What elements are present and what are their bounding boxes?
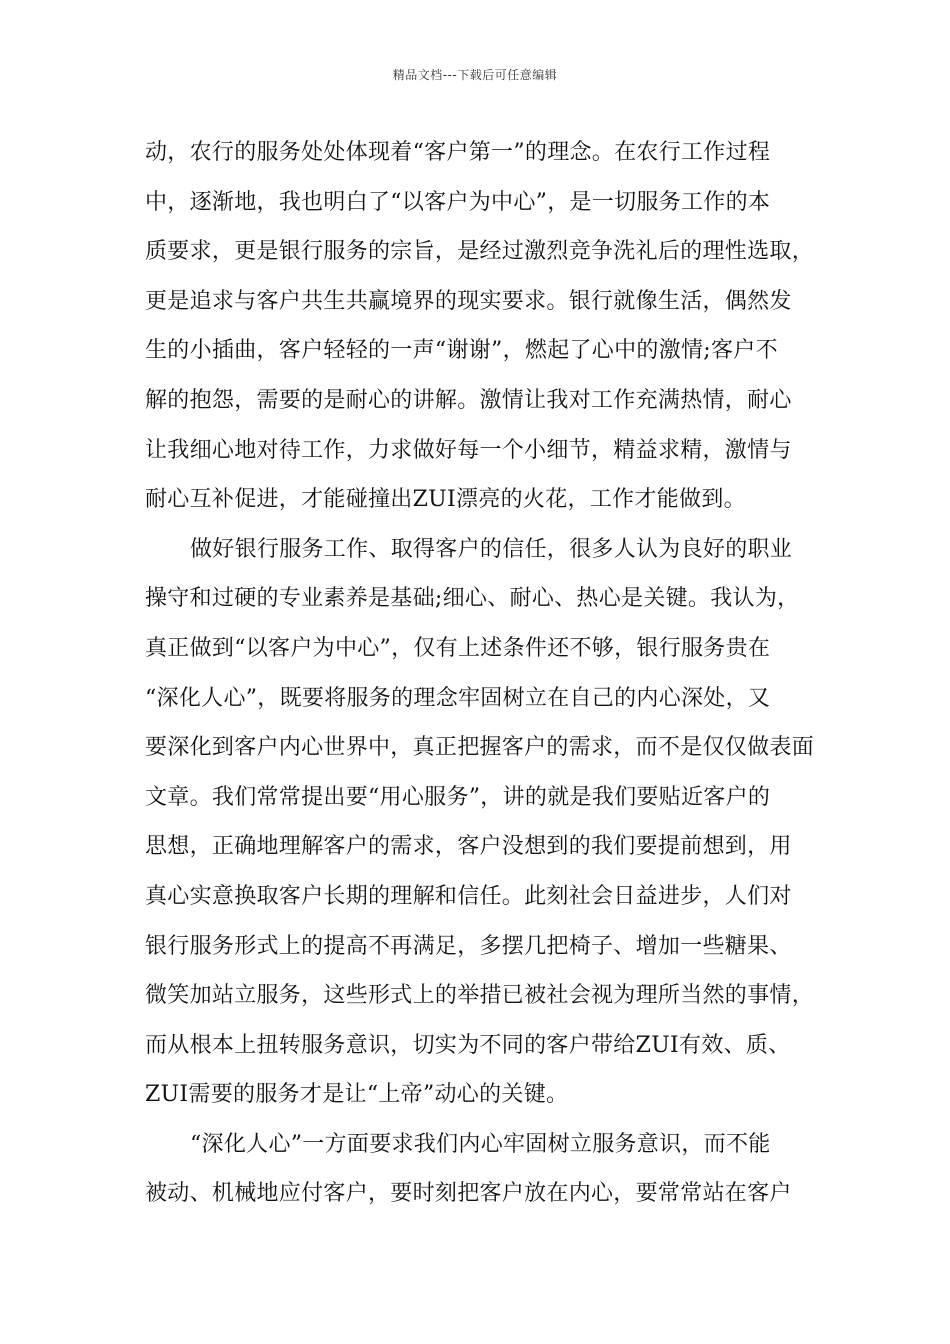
text-line: 质要求，更是银行服务的宗旨，是经过激烈竞争洗礼后的理性选取， [145, 239, 815, 265]
text-line: 文章。我们常常提出要“用心服务”，讲的就是我们要贴近客户的 [145, 784, 771, 810]
text-line: 更是追求与客户共生共赢境界的现实要求。银行就像生活，偶然发 [145, 288, 792, 314]
paragraph-first-line: “深化人心”一方面要求我们内心牢固树立服务意识，而不能 [190, 1131, 771, 1157]
text-line: 动，农行的服务处处体现着“客户第一”的理念。在农行工作过程 [145, 140, 771, 165]
text-line: 思想，正确地理解客户的需求，客户没想到的我们要提前想到，用 [145, 834, 792, 860]
text-line: ZUI需要的服务才是让“上帝”动心的关键。 [145, 1082, 569, 1108]
paragraph-first-line: 做好银行服务工作、取得客户的信任，很多人认为良好的职业 [190, 536, 793, 562]
text-line: 被动、机械地应付客户，要时刻把客户放在内心，要常常站在客户 [145, 1181, 792, 1207]
text-line: 真心实意换取客户长期的理解和信任。此刻社会日益进步，人们对 [145, 883, 792, 909]
text-line: 操守和过硬的专业素养是基础;细心、耐心、热心是关键。我认为， [145, 586, 800, 612]
text-line: 生的小插曲，客户轻轻的一声“谢谢”，燃起了心中的激情;客户不 [145, 338, 778, 364]
text-line: “深化人心”，既要将服务的理念牢固树立在自己的内心深处，又 [145, 685, 771, 711]
page-header: 精品文档---下载后可任意编辑 [392, 68, 558, 82]
text-line: 而从根本上扭转服务意识，切实为不同的客户带给ZUI有效、质、 [145, 1032, 791, 1058]
text-line: 让我细心地对待工作，力求做好每一个小细节，精益求精，激情与 [145, 437, 792, 463]
text-line: 解的抱怨，需要的是耐心的讲解。激情让我对工作充满热情，耐心 [145, 387, 792, 413]
document-body [145, 128, 821, 1219]
text-line: 真正做到“以客户为中心”，仅有上述条件还不够，银行服务贵在 [145, 635, 771, 661]
text-line: 银行服务形式上的提高不再满足，多摆几把椅子、增加一些糖果、 [145, 933, 792, 959]
text-line: 耐心互补促进，才能碰撞出ZUI漂亮的火花，工作才能做到。 [145, 487, 746, 513]
text-line: 要深化到客户内心世界中，真正把握客户的需求，而不是仅仅做表面 [145, 735, 815, 761]
text-line: 中，逐渐地，我也明白了“以客户为中心”，是一切服务工作的本 [145, 189, 771, 215]
text-line: 微笑加站立服务，这些形式上的举措已被社会视为理所当然的事情， [145, 983, 815, 1009]
